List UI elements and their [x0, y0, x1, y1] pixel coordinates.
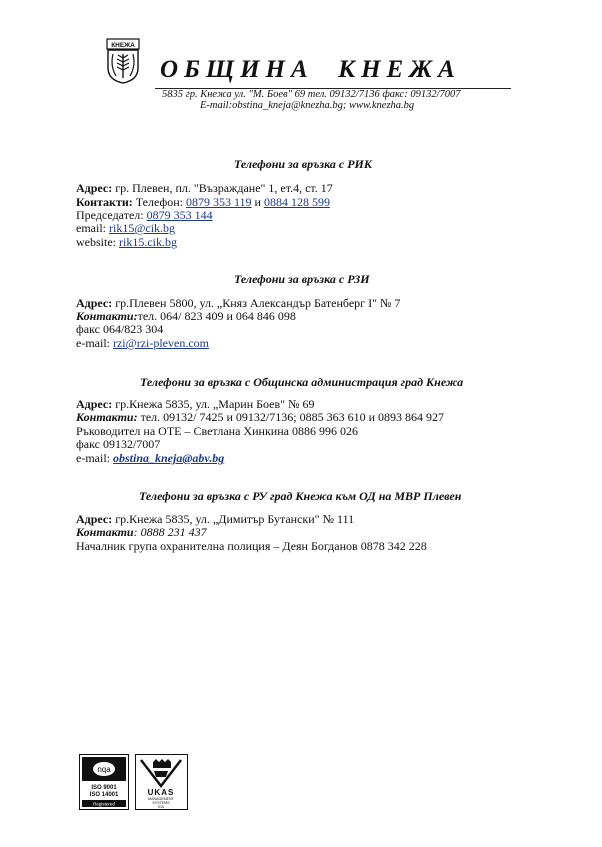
- police-contacts-text: : 0888 231 437: [133, 525, 207, 539]
- certification-logos: [79, 754, 189, 810]
- admin-contacts-text: тел. 09132/ 7425 и 09132/7136; 0885 363 610 и 0893 864 927: [137, 410, 445, 424]
- admin-address-text: гр.Кнежа 5835, ул. „Марин Боев" № 69: [112, 397, 315, 411]
- rik-chair: [76, 208, 213, 222]
- contacts-label: Контакти:: [76, 410, 138, 424]
- rik-email-link[interactable]: rik15@cik.bg: [109, 221, 176, 235]
- rik-phone1-link[interactable]: 0879 353 119: [185, 195, 252, 209]
- municipality-crest-icon: [106, 38, 140, 84]
- rik-phone2-link[interactable]: 0884 128 599: [263, 195, 330, 209]
- iso9001-text: ISO 9001: [91, 785, 117, 791]
- rzi-email-link[interactable]: rzi@rzi-pleven.com: [112, 336, 209, 350]
- admin-fax: факс 09132/7007: [76, 437, 161, 451]
- contacts-label: Контакти:: [76, 195, 133, 209]
- rik-address: [76, 181, 333, 195]
- rik-website: [76, 235, 177, 249]
- admin-contacts: [76, 410, 444, 424]
- rzi-contacts-text: тел. 064/ 823 409 и 064 846 098: [137, 309, 296, 323]
- nqa-text: nqa: [97, 765, 111, 774]
- admin-email-link[interactable]: obstina_kneja@abv.bg: [112, 451, 225, 465]
- admin-email-label: e-mail:: [76, 451, 113, 465]
- address-label: Адрес:: [76, 181, 113, 195]
- rzi-email-label: e-mail:: [76, 336, 113, 350]
- crest-text: КНЕЖА: [111, 42, 135, 49]
- rzi-contacts: [76, 309, 296, 323]
- rik-and-text: и: [251, 195, 264, 209]
- police-heading: Телефони за връзка с РУ град Кнежа към ОД на МВР Плевен: [139, 489, 462, 503]
- rik-email-label: email:: [76, 221, 109, 235]
- rzi-fax: факс 064/823 304: [76, 322, 164, 336]
- admin-address: [76, 397, 315, 411]
- header-address: 5835 гр. Кнежа ул. "М. Боев" 69 тел. 09132/7136 факс: 09132/7007: [162, 89, 461, 100]
- contacts-label: Контакти: [76, 525, 134, 539]
- admin-heading: Телефони за връзка с Общинска администрация град Кнежа: [140, 375, 464, 389]
- ukas-code: 015: [158, 805, 164, 809]
- address-label: Адрес:: [76, 296, 113, 310]
- police-address: [76, 512, 354, 526]
- police-address-text: гр.Кнежа 5835, ул. „Димитър Бутански" № 111: [112, 512, 355, 526]
- ukas-sub1: MANAGEMENT: [148, 797, 174, 801]
- rik-website-link[interactable]: rik15.cik.bg: [119, 235, 177, 249]
- police-chief: Началник група охранителна полиция – Деян Богданов 0878 342 228: [76, 539, 427, 553]
- police-contacts: [76, 525, 207, 539]
- rik-contacts: [76, 195, 330, 209]
- registered-text: Registered: [93, 801, 115, 807]
- address-label: Адрес:: [76, 397, 113, 411]
- iso14001-text: ISO 14001: [89, 792, 119, 798]
- contacts-label: Контакти:: [76, 309, 138, 323]
- header-email: E-mail:obstina_kneja@knezha.bg; www.knezha.bg: [200, 100, 415, 111]
- nqa-logo: [80, 755, 129, 810]
- ukas-sub2: SYSTEMS: [152, 801, 170, 805]
- rik-chair-phone-link[interactable]: 0879 353 144: [146, 208, 213, 222]
- ukas-text: UKAS: [147, 788, 175, 797]
- rik-contacts-text: Телефон:: [132, 195, 186, 209]
- rik-email: [76, 221, 175, 235]
- rzi-address: [76, 296, 400, 310]
- rik-website-label: website:: [76, 235, 119, 249]
- admin-ote: Ръководител на ОТЕ – Светлана Хинкина 0886 996 026: [76, 424, 358, 438]
- rzi-address-text: гр.Плевен 5800, ул. „Княз Александър Батенберг I" № 7: [112, 296, 401, 310]
- ukas-logo: [136, 755, 188, 810]
- rik-chair-text: Председател:: [76, 208, 147, 222]
- rzi-heading: Телефони за връзка с РЗИ: [234, 272, 370, 286]
- rzi-email: [76, 336, 209, 350]
- address-label: Адрес:: [76, 512, 113, 526]
- municipality-title: ОБЩИНА КНЕЖА: [160, 56, 461, 83]
- rik-heading: Телефони за връзка с РИК: [234, 157, 372, 171]
- rik-address-text: гр. Плевен, пл. "Възраждане" 1, ет.4, ст. 17: [112, 181, 333, 195]
- admin-email: [76, 451, 224, 465]
